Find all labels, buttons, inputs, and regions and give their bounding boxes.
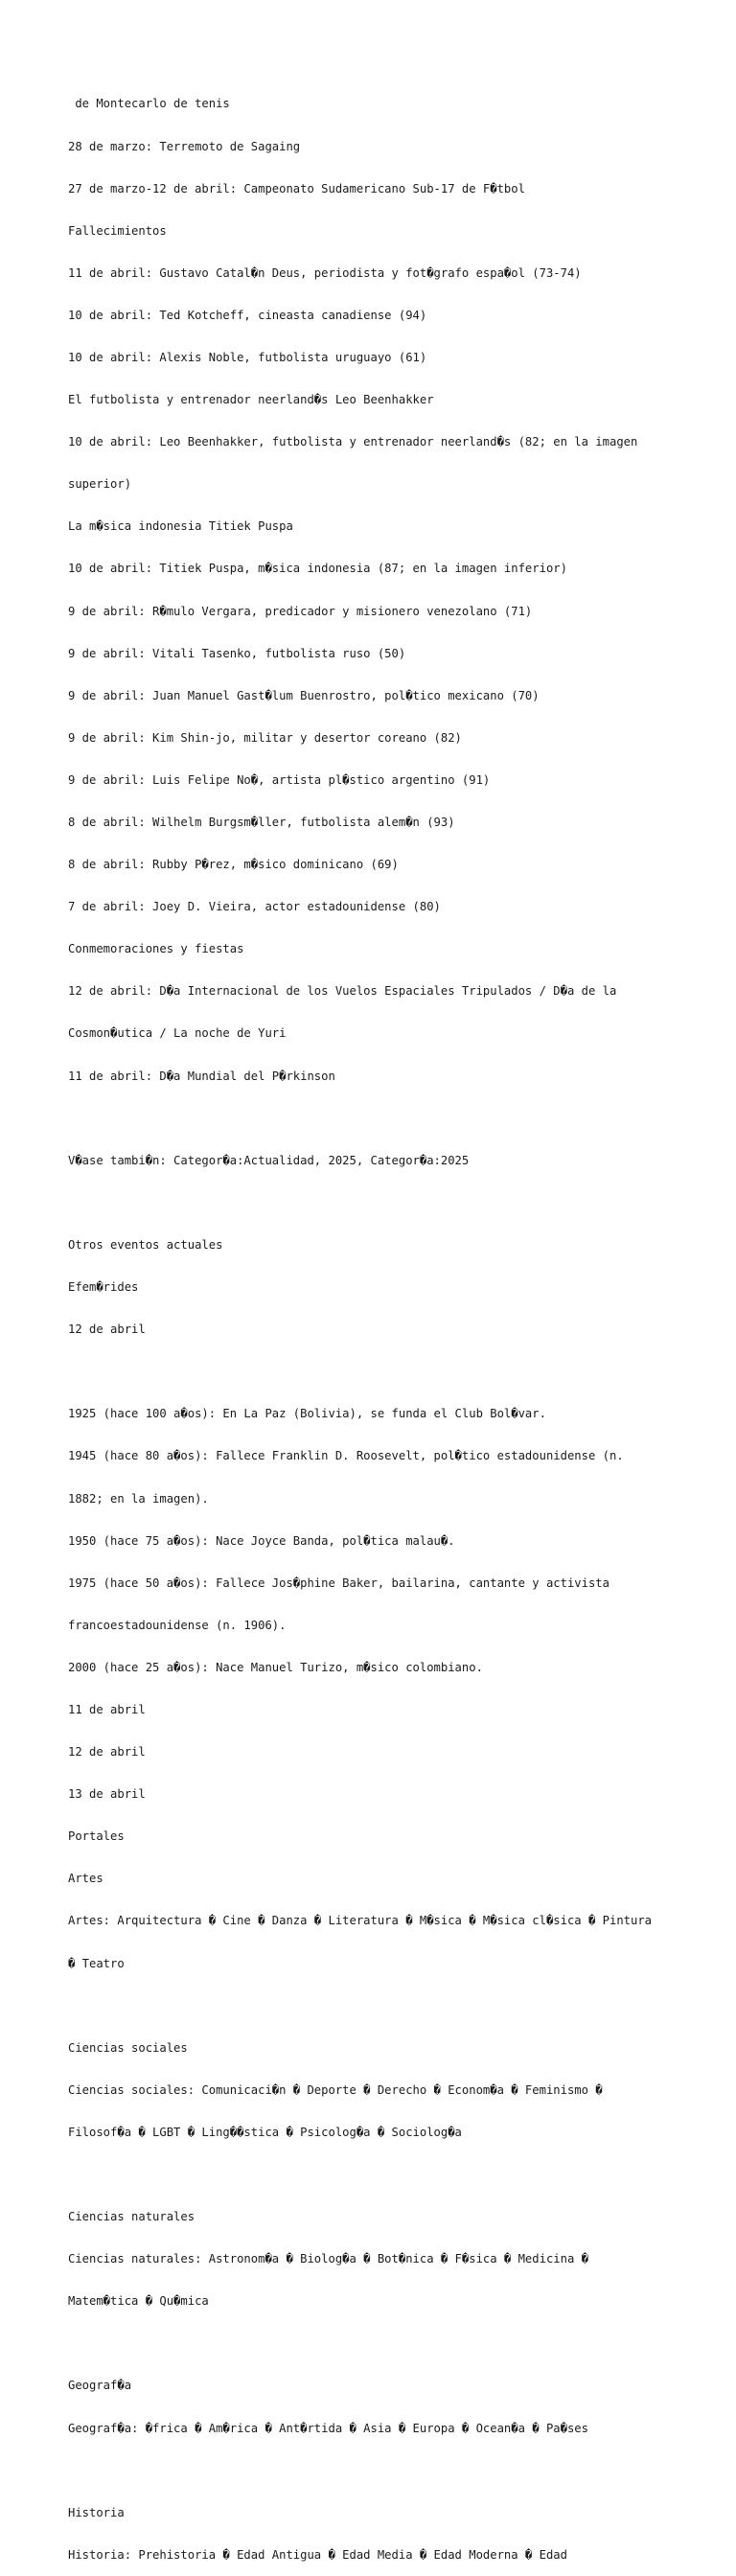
text-line: 7 de abril: Joey D. Vieira, actor estadounidense (80) [68,900,441,914]
date-link: 11 de abril [68,1702,146,1716]
date-heading: 12 de abril [68,1322,146,1337]
text-line: 9 de abril: Kim Shin-jo, militar y desertor coreano (82) [68,730,462,745]
text-line: Historia: Prehistoria � Edad Antigua � Edad Media � Edad Moderna � Edad [68,2547,567,2562]
text-line: Matem�tica � Qu�mica [68,2294,209,2309]
blank-line [68,1196,681,1210]
text-line: 9 de abril: Juan Manuel Gast�lum Buenrostro, pol�tico mexicano (70) [68,688,540,702]
text-line: 11 de abril: D�a Mundial del P�rkinson [68,1069,335,1083]
section-heading: Efem�rides [68,1280,139,1295]
document-body [68,69,681,2576]
section-heading: Conmemoraciones y fiestas [68,942,244,956]
section-heading: Portales [68,1829,125,1844]
text-line: superior) [68,477,132,492]
blank-line [68,2168,681,2182]
text-line: Filosof�a � LGBT � Ling��stica � Psicolog�a � Sociolog�a [68,2125,462,2139]
text-line: 28 de marzo: Terremoto de Sagaing [68,139,301,153]
text-line: 1945 (hace 80 a�os): Fallece Franklin D. Roosevelt, pol�tico estadounidense (n. [68,1449,624,1463]
text-line: 10 de abril: Ted Kotcheff, cineasta canadiense (94) [68,308,427,322]
text-line: 2000 (hace 25 a�os): Nace Manuel Turizo, m�sico colombiano. [68,1660,483,1674]
portal-heading: Artes [68,1872,104,1886]
date-link: 13 de abril [68,1787,146,1802]
portal-heading: Historia [68,2505,125,2519]
portal-heading: Ciencias naturales [68,2210,196,2224]
section-heading: Fallecimientos [68,223,167,238]
text-line: 9 de abril: Vitali Tasenko, futbolista ruso (50) [68,646,406,660]
portal-heading: Geograf�a [68,2379,132,2393]
text-line: 10 de abril: Titiek Puspa, m�sica indonesia (87; en la imagen inferior) [68,562,567,576]
text-line: Artes: Arquitectura � Cine � Danza � Literatura � M�sica � M�sica cl�sica � Pintura [68,1914,653,1928]
text-line: � Teatro [68,1956,125,1970]
blank-line [68,2464,681,2478]
text-line: 10 de abril: Leo Beenhakker, futbolista y entrenador neerland�s (82; en la imagen [68,435,638,449]
blank-line [68,1999,681,2013]
text-line: 1950 (hace 75 a�os): Nace Joyce Banda, pol�tica malau�. [68,1533,455,1548]
text-line: 10 de abril: Alexis Noble, futbolista uruguayo (61) [68,350,427,364]
text-line: 11 de abril: Gustavo Catal�n Deus, periodista y fot�grafo espa�ol (73-74) [68,265,582,280]
text-line: Ciencias naturales: Astronom�a � Biolog�a � Bot�nica � F�sica � Medicina � [68,2252,588,2266]
blank-line [68,1365,681,1379]
portal-heading: Ciencias sociales [68,2040,188,2055]
text-line: 1975 (hace 50 a�os): Fallece Jos�phine Baker, bailarina, cantante y activista [68,1576,610,1590]
date-link: 12 de abril [68,1745,146,1760]
see-also-line: V�ase tambi�n: Categor�a:Actualidad, 2025, Categor�a:2025 [68,1153,470,1167]
text-line: 8 de abril: Rubby P�rez, m�sico dominicano (69) [68,858,399,872]
image-caption: La m�sica indonesia Titiek Puspa [68,519,293,534]
text-line: 9 de abril: Luis Felipe No�, artista pl�stico argentino (91) [68,772,491,787]
text-line: Geograf�a: �frica � Am�rica � Ant�rtida � Asia � Europa � Ocean�a � Pa�ses [68,2421,588,2435]
text-line: 27 de marzo-12 de abril: Campeonato Sudamericano Sub-17 de F�tbol [68,181,525,196]
text-line: 1882; en la imagen). [68,1491,209,1506]
blank-line [68,2336,681,2351]
text-line: 8 de abril: Wilhelm Burgsm�ller, futbolista alem�n (93) [68,816,455,829]
text-line: 1925 (hace 100 a�os): En La Paz (Bolivia), se funda el Club Bol�var. [68,1407,546,1421]
text-line: francoestadounidense (n. 1906). [68,1618,287,1632]
text-line: Ciencias sociales: Comunicaci�n � Deporte � Derecho � Econom�a � Feminismo � [68,2082,603,2097]
image-caption: El futbolista y entrenador neerland�s Leo Beenhakker [68,393,434,407]
section-heading: Otros eventos actuales [68,1237,223,1252]
text-line: de Montecarlo de tenis [68,97,230,111]
text-line: 12 de abril: D�a Internacional de los Vuelos Espaciales Tripulados / D�a de la [68,984,617,999]
text-line: 9 de abril: R�mulo Vergara, predicador y misionero venezolano (71) [68,604,533,618]
blank-line [68,1112,681,1126]
text-line: Cosmon�utica / La noche de Yuri [68,1026,287,1041]
